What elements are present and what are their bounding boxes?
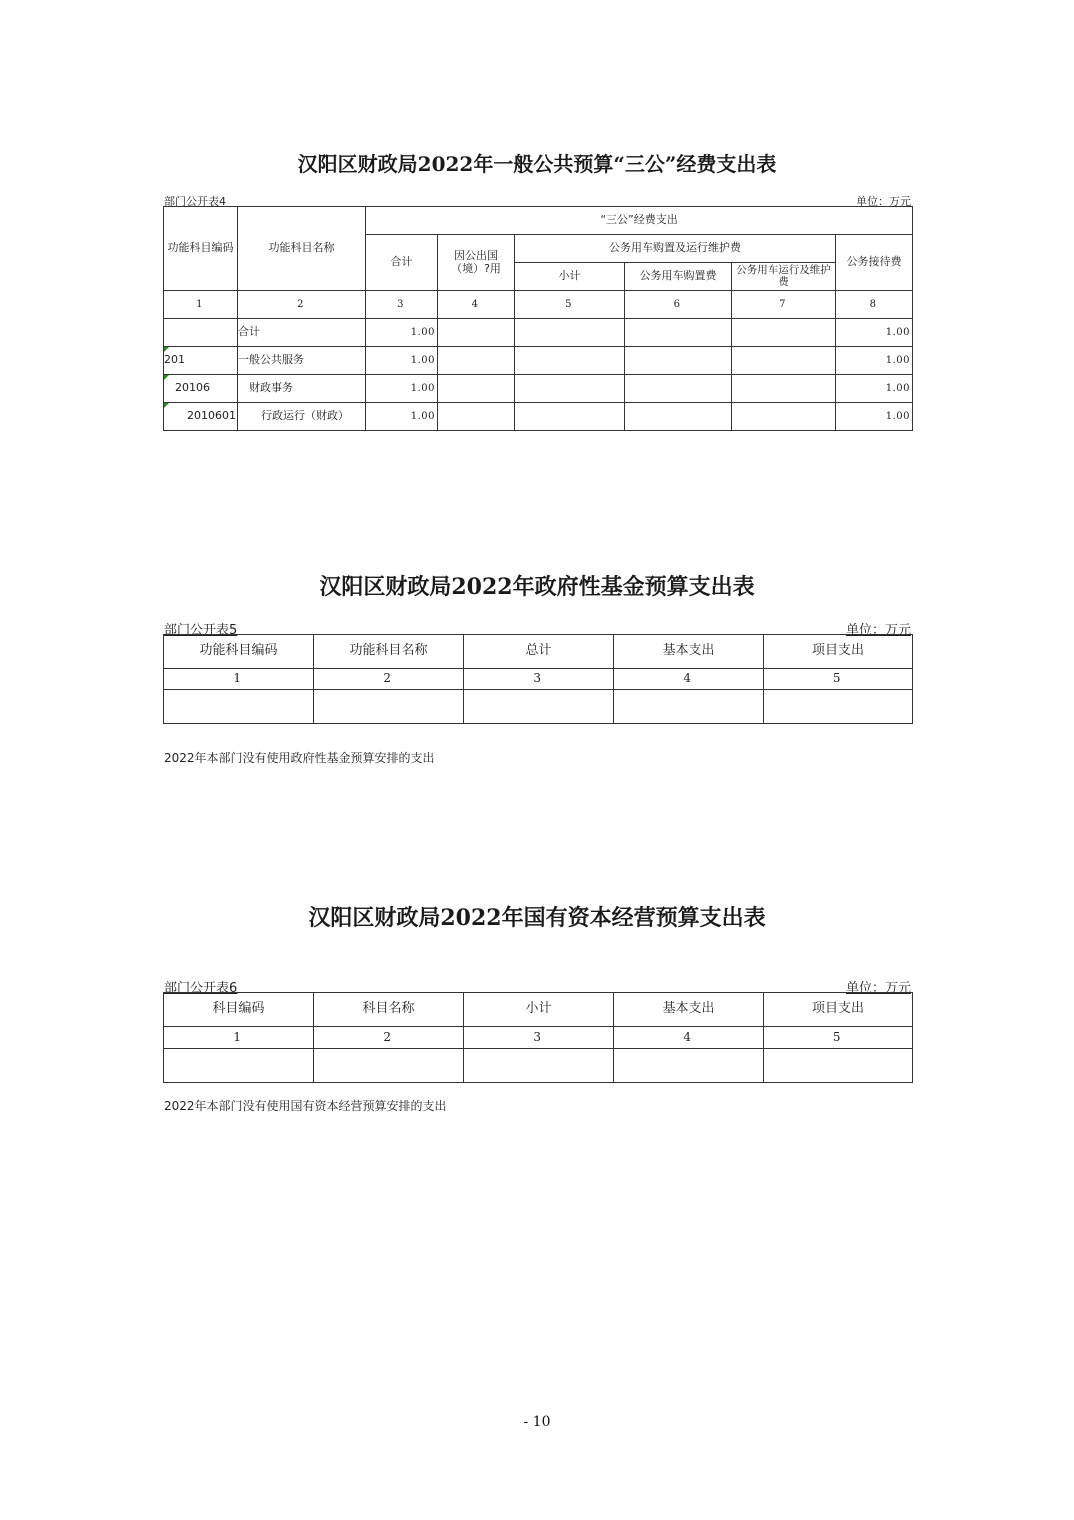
table4-unit: 单位：万元: [856, 195, 911, 208]
header-sangong: “三公”经费支出: [366, 207, 913, 235]
table4: [163, 206, 913, 431]
header-cell: 功能科目名称: [314, 635, 464, 669]
row-name: 行政运行（财政）: [238, 403, 366, 431]
header-cell: 总计: [464, 635, 614, 669]
row-name: 一般公共服务: [238, 347, 366, 375]
table-row: [164, 375, 913, 403]
header-car-group: 公务用车购置及运行维护费: [515, 235, 836, 263]
index-cell: 1: [164, 1027, 314, 1049]
table4-title: 汉阳区财政局2022年一般公共预算“三公”经费支出表: [297, 152, 777, 176]
index-cell: 4: [614, 1027, 764, 1049]
table6: [163, 992, 913, 1083]
table5-unit: 单位：万元: [845, 623, 911, 638]
row-code: [164, 319, 238, 347]
row-code: 20106: [175, 381, 210, 395]
header-abroad: 因公出国（境）?用: [438, 235, 515, 291]
row-total: 1.00: [366, 403, 438, 431]
cell-marker-icon: [164, 375, 169, 380]
row-reception: 1.00: [836, 319, 913, 347]
header-cell: 科目编码: [164, 993, 314, 1027]
table-row: [164, 1049, 913, 1083]
index-cell: 5: [764, 1027, 913, 1049]
index-cell: 4: [438, 291, 515, 319]
page-number: - 10: [523, 1414, 551, 1430]
table5-note: 2022年本部门没有使用政府性基金预算安排的支出: [164, 751, 435, 765]
index-cell: 3: [464, 669, 614, 690]
index-cell: 3: [366, 291, 438, 319]
header-cell: 项目支出: [764, 993, 913, 1027]
table-row: [164, 319, 913, 347]
header-cell: 功能科目编码: [164, 635, 314, 669]
index-cell: 2: [314, 669, 464, 690]
row-name: 财政事务: [238, 375, 366, 403]
table5-label: 部门公开表5: [164, 623, 238, 638]
table6-title: 汉阳区财政局2022年国有资本经营预算支出表: [308, 905, 766, 931]
header-subtotal: 小计: [515, 263, 625, 291]
table6-label: 部门公开表6: [164, 981, 238, 996]
header-name: 功能科目名称: [238, 207, 366, 291]
index-cell: 2: [238, 291, 366, 319]
header-reception: 公务接待费: [836, 235, 913, 291]
table5: [163, 634, 913, 724]
index-cell: 3: [464, 1027, 614, 1049]
index-cell: 7: [732, 291, 836, 319]
table-row: [164, 690, 913, 724]
row-total: 1.00: [366, 375, 438, 403]
row-reception: 1.00: [836, 375, 913, 403]
table5-title: 汉阳区财政局2022年政府性基金预算支出表: [319, 574, 755, 600]
header-cell: 基本支出: [614, 635, 764, 669]
cell-marker-icon: [164, 403, 169, 408]
table-row: [164, 403, 913, 431]
header-car-buy: 公务用车购置费: [625, 263, 732, 291]
index-cell: 5: [515, 291, 625, 319]
table-row: [164, 347, 913, 375]
table6-unit: 单位：万元: [845, 981, 911, 996]
header-code: 功能科目编码: [164, 207, 238, 291]
row-reception: 1.00: [836, 403, 913, 431]
index-cell: 2: [314, 1027, 464, 1049]
header-cell: 小计: [464, 993, 614, 1027]
index-cell: 6: [625, 291, 732, 319]
header-cell: 项目支出: [764, 635, 913, 669]
index-cell: 1: [164, 669, 314, 690]
row-total: 1.00: [366, 319, 438, 347]
index-cell: 8: [836, 291, 913, 319]
header-cell: 科目名称: [314, 993, 464, 1027]
cell-marker-icon: [164, 347, 169, 352]
row-name: 合计: [238, 319, 366, 347]
table6-note: 2022年本部门没有使用国有资本经营预算安排的支出: [164, 1099, 447, 1113]
index-cell: 4: [614, 669, 764, 690]
index-row: [164, 291, 913, 319]
table4-label: 部门公开表4: [164, 195, 226, 208]
index-cell: 5: [764, 669, 913, 690]
row-code: 2010601: [187, 409, 236, 423]
index-cell: 1: [164, 291, 238, 319]
header-car-run: 公务用车运行及维护费: [732, 263, 836, 291]
row-reception: 1.00: [836, 347, 913, 375]
row-total: 1.00: [366, 347, 438, 375]
row-code: 201: [164, 353, 185, 367]
header-cell: 基本支出: [614, 993, 764, 1027]
header-total: 合计: [366, 235, 438, 291]
